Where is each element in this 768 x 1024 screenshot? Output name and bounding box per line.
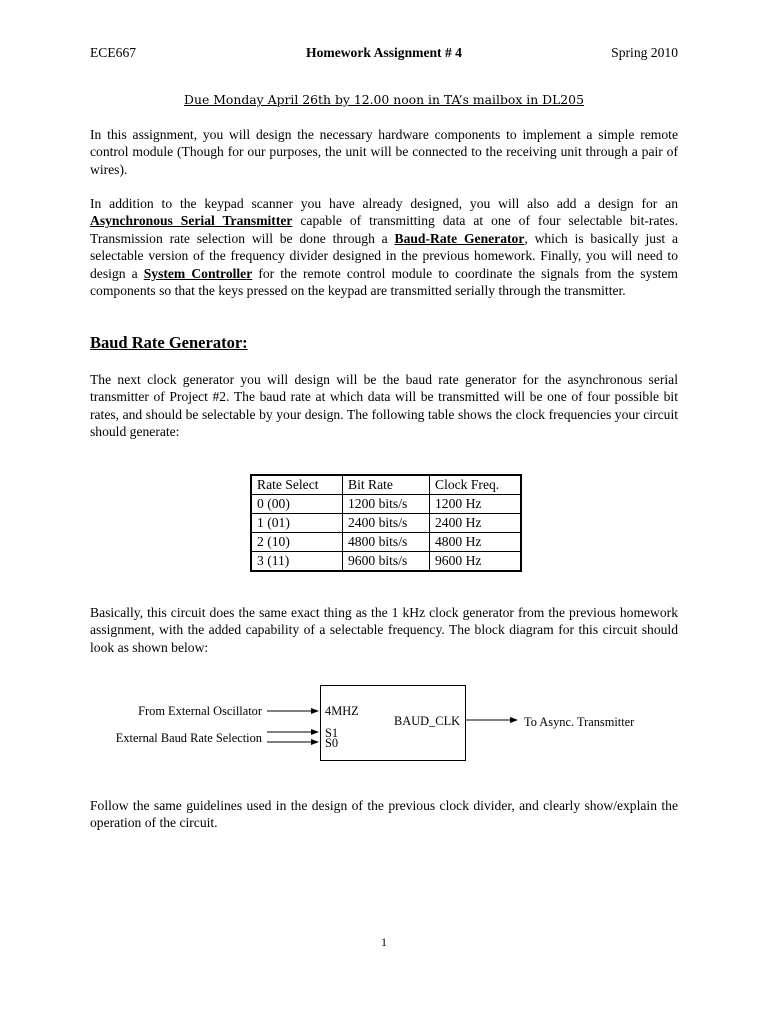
oscillator-label: From External Oscillator [138,704,262,718]
section-title: Baud Rate Generator: [90,333,248,352]
intro-paragraph: In this assignment, you will design the necessary hardware components to implement a simple remote control module (Though for our purposes, the unit will be connected to the receiving unit through a pair of wires). [90,127,678,177]
pin-4mhz-label: 4MHZ [325,704,359,718]
course-code: ECE667 [90,45,137,60]
baud-clk-label: BAUD_CLK [394,714,461,728]
follow-paragraph: Follow the same guidelines used in the design of the previous clock divider, and clearly show/explain the operation of the circuit. [90,798,678,831]
table-header-cell: Rate Select [251,475,343,495]
system-controller-term: System Controller [143,265,253,281]
transmitter-term: Asynchronous Serial Transmitter [90,213,293,229]
components-text-3: , which is basically just a selectable version of the frequency divider designed in the previous homework. Finally, you will need to design a [90,230,678,281]
table-cell: 1 (01) [251,514,343,533]
baud-intro-paragraph: The next clock generator you will design will be the baud rate generator for the asynchronous serial transmitter of Project #2. The baud rate at which data will be transmitted will be one of four possible bit rates, and should be selectable by your design. The following table shows the clock frequencies your circuit should generate: [90,372,678,440]
term: Spring 2010 [611,45,678,60]
table-cell: 1200 Hz [430,495,522,514]
table-cell: 2400 Hz [430,514,522,533]
table-cell: 4800 bits/s [343,533,430,552]
basically-paragraph: Basically, this circuit does the same exact thing as the 1 kHz clock generator from the previous homework assignment, with the added capability of a selectable frequency. The block diagram for this circuit should look as shown below: [90,605,678,655]
table-cell: 9600 bits/s [343,552,430,572]
table-cell: 2 (10) [251,533,343,552]
assignment-title: Homework Assignment # 4 [306,45,462,60]
page-number: 1 [381,935,387,949]
table-cell: 2400 bits/s [343,514,430,533]
table-cell: 0 (00) [251,495,343,514]
components-text-2: capable of transmitting data at one of four selectable bit-rates. Transmission rate selection will be done through a [90,213,678,246]
table-cell: 9600 Hz [430,552,522,572]
baud-generator-term: Baud-Rate Generator [394,230,525,246]
table-cell: 1200 bits/s [343,495,430,514]
components-text-1: In addition to the keypad scanner you have already designed, you will also add a design for an [90,196,678,211]
pin-s0-label: S0 [325,736,339,750]
table-header-cell: Bit Rate [343,475,430,495]
components-text-4: for the remote control module to coordinate the signals from the system components so that the keys pressed on the keypad are transmitted serially through the transmitter. [90,265,678,299]
due-date-line: Due Monday April 26th by 12.00 noon in TA’s mailbox in DL205 [184,92,584,107]
table-header-cell: Clock Freq. [430,475,522,495]
table-cell: 4800 Hz [430,533,522,552]
pin-s1-label: S1 [325,726,339,740]
baud-select-label: External Baud Rate Selection [115,731,262,745]
table-cell: 3 (11) [251,552,343,572]
async-transmitter-label: To Async. Transmitter [524,715,635,729]
